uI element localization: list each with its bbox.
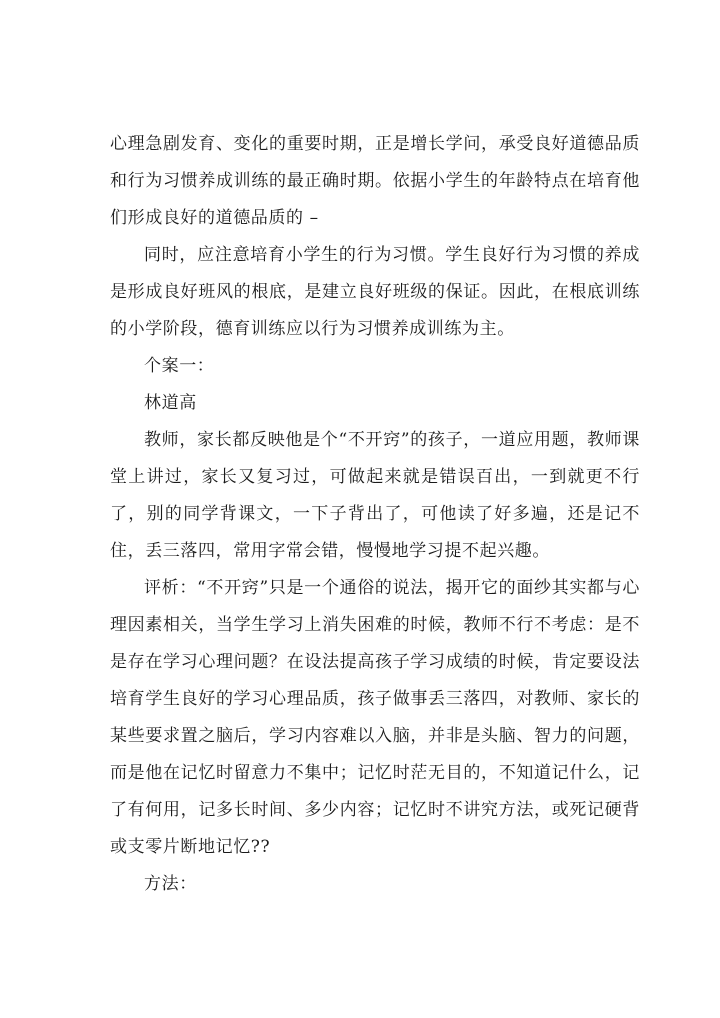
case-heading: 个案一： — [144, 356, 215, 376]
student-name: 林道高 — [144, 393, 197, 413]
paragraph-behavior-habits: 同时，应注意培育小学生的行为习惯。学生良好行为习惯的养成是形成良好班风的根底，是建立良好班级的保证。因此，在根底训练的小学阶段，德育训练应以行为习惯养成训练为主。 — [110, 245, 640, 339]
method-heading: 方法： — [144, 874, 197, 894]
paragraph-case-description: 教师，家长都反映他是个“不开窍”的孩子，一道应用题，教师课堂上讲过，家长又复习过，可做起来就是错误百出，一到就更不行了，别的同学背课文，一下子背出了，可他读了好多遍，还是记不住，丢三落四，常用字常会错，慢慢地学习提不起兴趣。 — [110, 430, 640, 561]
paragraph-continuation: 心理急剧发育、变化的重要时期，正是增长学问，承受良好道德品质和行为习惯养成训练的最正确时期。依据小学生的年龄特点在培育他们形成良好的道德品质的 – — [110, 134, 640, 228]
paragraph-analysis: 评析：“不开窍”只是一个通俗的说法，揭开它的面纱其实都与心理因素相关，当学生学习上消失困难的时候，教师不行不考虑：是不是存在学习心理问题？在设法提高孩子学习成绩的时候，肯定要设法培育学生良好的学习心理品质，孩子做事丢三落四，对教师、家长的某些要求置之脑后，学习内容难以入脑，并非是头脑、智力的问题，而是他在记忆时留意力不集中；记忆时茫无目的，不知道记什么，记了有何用，记多长时间、多少内容；记忆时不讲究方法，或死记硬背或支零片断地记忆?? — [110, 578, 640, 857]
document-body — [110, 126, 640, 903]
